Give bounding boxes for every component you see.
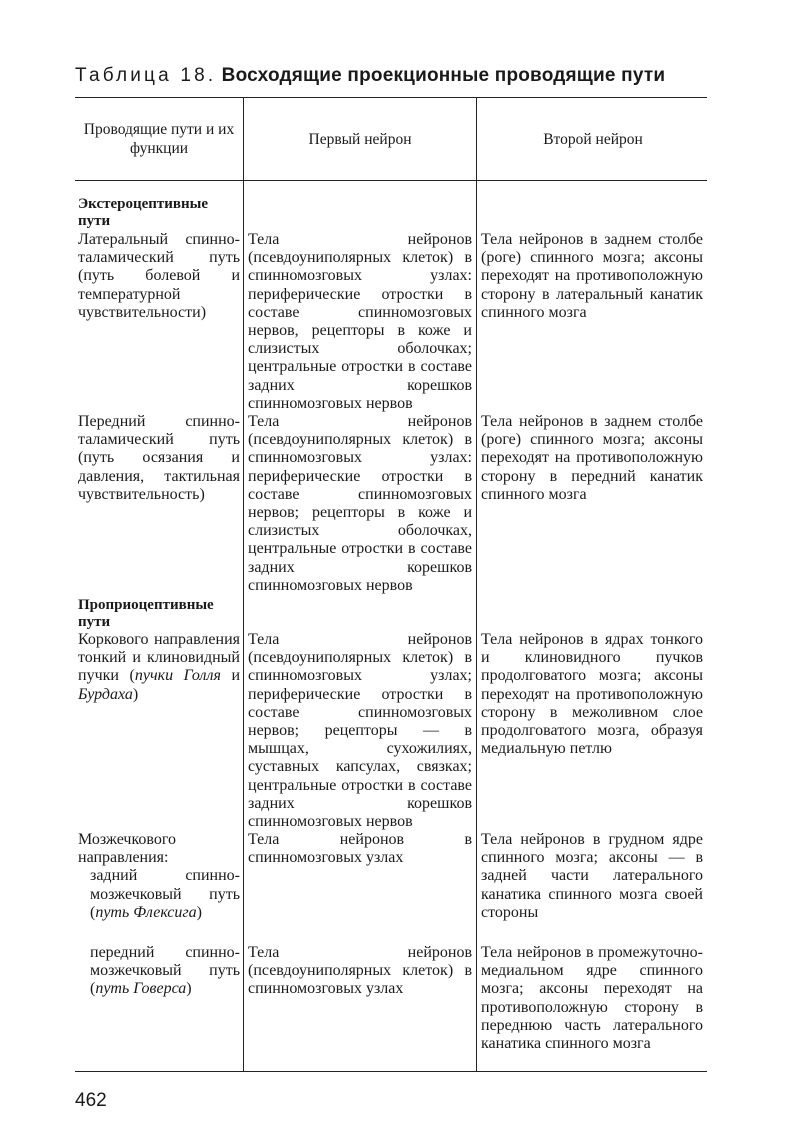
table-title <box>75 64 715 88</box>
column-header-first-neuron: Первый нейрон <box>308 131 412 148</box>
bottom-rule <box>75 1071 707 1072</box>
path-text: передний спинно-мозжечковый путь ( <box>90 944 240 998</box>
column-divider-2 <box>476 98 477 1071</box>
section-heading-proprioceptive: Проприоцептивные пути <box>78 597 214 630</box>
path-cell <box>78 631 240 704</box>
table-number: Таблица 18. <box>75 65 217 86</box>
path-text: ) <box>196 903 202 921</box>
table-caption: Восходящие проекционные проводящие пути <box>221 65 666 86</box>
path-subitem <box>78 867 240 922</box>
first-neuron-cell: Тела нейронов (псевдоуниполярных клеток) в спинномозговых узлах: периферические отростки в составе спинномозговых нервов, рецепторы в коже и слизистых оболочках; центральные отростки в составе задних корешков спинномозговых нервов <box>248 231 472 412</box>
column-divider-1 <box>243 98 244 1071</box>
header-rule <box>75 180 707 181</box>
page-number: 462 <box>75 1090 107 1111</box>
eponym: пучки Голля <box>134 667 221 685</box>
path-cell: Латеральный спинно-таламический путь (путь болевой и температурной чувствительности) <box>78 231 240 321</box>
path-text: Коркового направления тонкий и клиновидный пучки ( <box>78 631 240 685</box>
second-neuron-cell: Тела нейронов в грудном ядре спинного мозга; аксоны — в задней части латерального канатика спинного мозга своей стороны <box>481 831 703 921</box>
path-text: ) <box>186 980 192 998</box>
second-neuron-cell: Тела нейронов в промежуточно-медиальном ядре спинного мозга; аксоны переходят на противоположную сторону в переднюю часть латерального канатика спинного мозга <box>481 944 703 1053</box>
section-heading-exteroceptive: Экстероцептивные пути <box>78 196 209 229</box>
path-cell <box>78 831 240 922</box>
path-text: задний спинно-мозжечковый путь ( <box>90 867 240 921</box>
path-cell <box>78 944 240 999</box>
second-neuron-cell: Тела нейронов в ядрах тонкого и клиновидного пучков продолговатого мозга; аксоны переходят на противоположную сторону в межоливном слое продолговатого мозга, образуя медиальную петлю <box>481 631 703 758</box>
first-neuron-cell: Тела нейронов в спинномозговых узлах <box>248 831 472 867</box>
top-rule <box>75 97 707 98</box>
first-neuron-cell: Тела нейронов (псевдоуниполярных клеток) в спинномозговых узлах <box>248 944 472 998</box>
path-text: и <box>220 667 241 685</box>
path-group-heading: Мозжечкового направления: <box>78 831 177 867</box>
eponym: Бурдаха <box>78 685 133 703</box>
path-text: ) <box>132 685 139 703</box>
eponym: путь Говерса <box>95 980 187 998</box>
first-neuron-cell: Тела нейронов (псевдоуниполярных клеток) в спинномозговых узлах: периферические отростки в составе спинномозговых нервов; рецепторы в коже и слизистых оболочках, центральные отростки в составе задних корешков спинномозговых нервов <box>248 413 472 594</box>
first-neuron-cell: Тела нейронов (псевдоуниполярных клеток) в спинномозговых узлах; периферические отростки в составе спинномозговых нервов; рецепторы — в мышцах, сухожилиях, суставных капсулах, связках; центральные отростки в составе задних корешков спинномозговых нервов <box>248 631 472 831</box>
path-cell: Передний спинно-таламический путь (путь осязания и давления, тактильная чувствительность) <box>78 413 240 503</box>
column-header-second-neuron: Второй нейрон <box>543 131 643 148</box>
second-neuron-cell: Тела нейронов в заднем столбе (роге) спинного мозга; аксоны переходят на противоположную сторону в латеральный канатик спинного мозга <box>481 231 703 321</box>
column-header-path: Проводящие пути и их функции <box>83 121 235 157</box>
second-neuron-cell: Тела нейронов в заднем столбе (роге) спинного мозга; аксоны переходят на противоположную сторону в передний канатик спинного мозга <box>481 413 703 503</box>
eponym: путь Флексига <box>95 903 197 921</box>
